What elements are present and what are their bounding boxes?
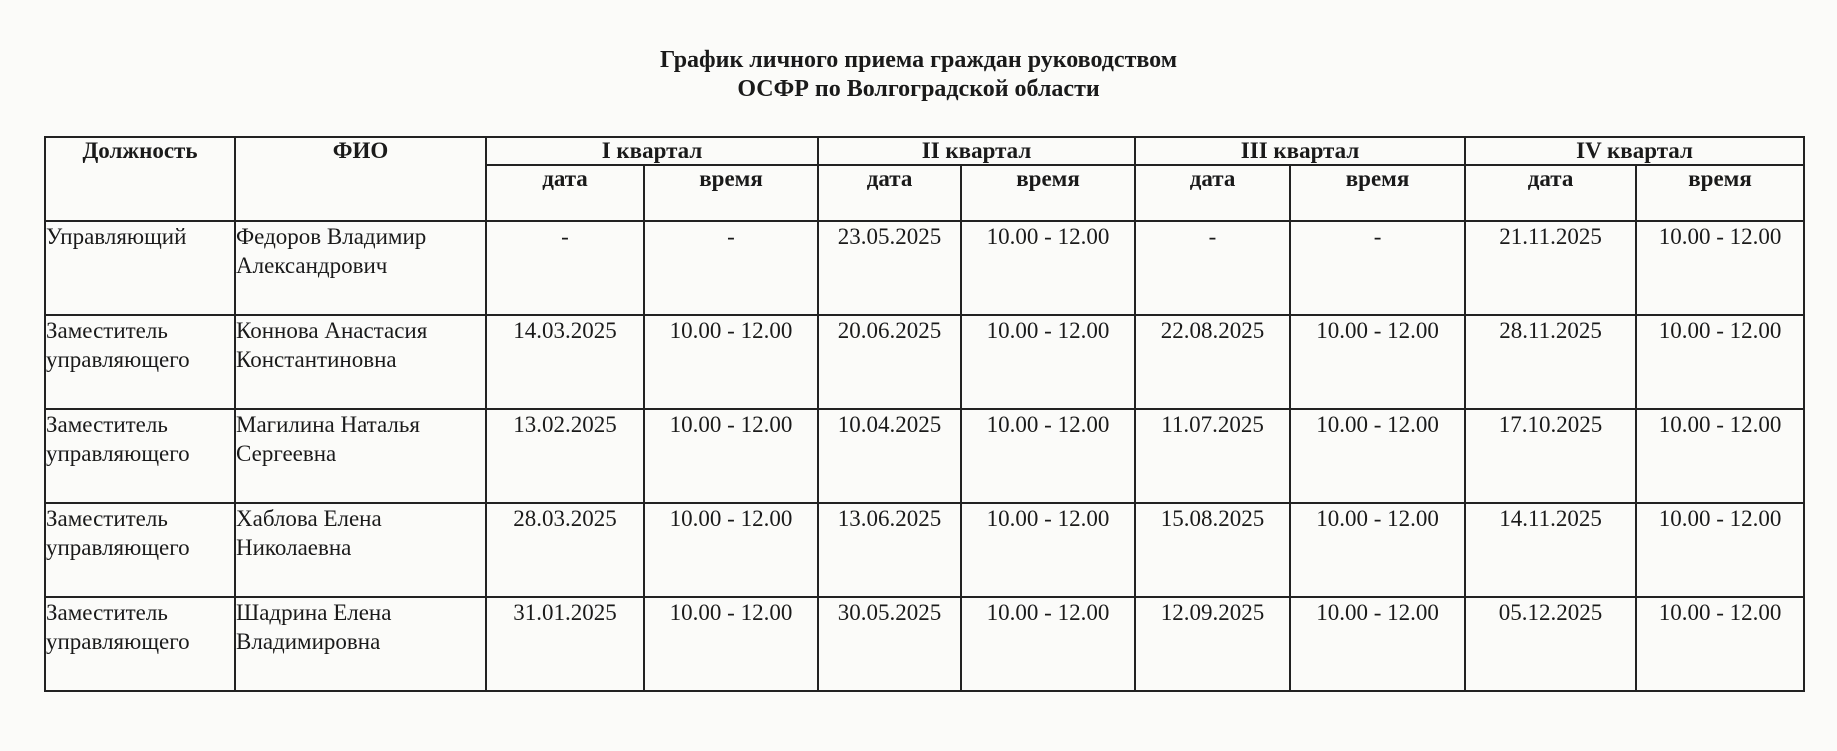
q3-time-cell: 10.00 - 12.00 — [1290, 409, 1465, 503]
q3-time-cell: 10.00 - 12.00 — [1290, 503, 1465, 597]
position-cell: Заместитель управляющего — [45, 597, 235, 691]
fio-line-2: Николаевна — [236, 535, 352, 560]
table-row — [45, 221, 1804, 315]
q1-date-cell: 14.03.2025 — [486, 315, 644, 409]
q3-time-cell: - — [1290, 221, 1465, 315]
fio-cell — [235, 597, 486, 691]
q4-date-cell: 17.10.2025 — [1465, 409, 1636, 503]
position-cell: Заместитель управляющего — [45, 409, 235, 503]
q2-time-cell: 10.00 - 12.00 — [961, 315, 1135, 409]
fio-cell — [235, 503, 486, 597]
header-q2-time: время — [961, 165, 1135, 221]
fio-line-1: Шадрина Елена — [236, 600, 392, 625]
table-row — [45, 597, 1804, 691]
title-line-2: ОСФР по Волгоградской области — [737, 76, 1100, 102]
fio-cell — [235, 221, 486, 315]
header-q1-date: дата — [486, 165, 644, 221]
position-cell: Заместитель управляющего — [45, 503, 235, 597]
header-q1-time: время — [644, 165, 818, 221]
reception-schedule-table — [44, 136, 1805, 692]
q1-time-cell: 10.00 - 12.00 — [644, 503, 818, 597]
q1-time-cell: - — [644, 221, 818, 315]
q1-date-cell: 13.02.2025 — [486, 409, 644, 503]
q3-date-cell: 12.09.2025 — [1135, 597, 1290, 691]
header-quarter-3: III квартал — [1135, 137, 1465, 165]
q4-time-cell: 10.00 - 12.00 — [1636, 315, 1804, 409]
q1-date-cell: - — [486, 221, 644, 315]
q2-time-cell: 10.00 - 12.00 — [961, 503, 1135, 597]
document-title — [0, 46, 1837, 104]
header-row-quarters — [45, 137, 1804, 165]
header-quarter-4: IV квартал — [1465, 137, 1804, 165]
q2-date-cell: 23.05.2025 — [818, 221, 961, 315]
q4-date-cell: 14.11.2025 — [1465, 503, 1636, 597]
q1-time-cell: 10.00 - 12.00 — [644, 409, 818, 503]
fio-line-1: Коннова Анастасия — [236, 318, 428, 343]
position-cell: Управляющий — [45, 221, 235, 315]
fio-line-2: Константиновна — [236, 347, 397, 372]
fio-line-1: Хаблова Елена — [236, 506, 382, 531]
q3-time-cell: 10.00 - 12.00 — [1290, 597, 1465, 691]
table-row — [45, 315, 1804, 409]
position-cell: Заместитель управляющего — [45, 315, 235, 409]
q4-time-cell: 10.00 - 12.00 — [1636, 503, 1804, 597]
q4-time-cell: 10.00 - 12.00 — [1636, 597, 1804, 691]
q3-date-cell: - — [1135, 221, 1290, 315]
q1-time-cell: 10.00 - 12.00 — [644, 597, 818, 691]
header-q4-date: дата — [1465, 165, 1636, 221]
fio-line-2: Владимировна — [236, 629, 381, 654]
fio-line-1: Магилина Наталья — [236, 412, 420, 437]
q2-date-cell: 10.04.2025 — [818, 409, 961, 503]
q2-date-cell: 13.06.2025 — [818, 503, 961, 597]
fio-line-2: Сергеевна — [236, 441, 337, 466]
header-q3-date: дата — [1135, 165, 1290, 221]
title-line-1: График личного приема граждан руководством — [659, 47, 1178, 73]
header-quarter-2: II квартал — [818, 137, 1135, 165]
fio-line-2: Александрович — [236, 253, 388, 278]
header-q4-time: время — [1636, 165, 1804, 221]
q4-time-cell: 10.00 - 12.00 — [1636, 221, 1804, 315]
header-q2-date: дата — [818, 165, 961, 221]
header-fio: ФИО — [235, 137, 486, 221]
q1-date-cell: 28.03.2025 — [486, 503, 644, 597]
q4-date-cell: 21.11.2025 — [1465, 221, 1636, 315]
q4-date-cell: 28.11.2025 — [1465, 315, 1636, 409]
q2-date-cell: 20.06.2025 — [818, 315, 961, 409]
table-row — [45, 409, 1804, 503]
q3-date-cell: 11.07.2025 — [1135, 409, 1290, 503]
header-quarter-1: I квартал — [486, 137, 818, 165]
q2-date-cell: 30.05.2025 — [818, 597, 961, 691]
q2-time-cell: 10.00 - 12.00 — [961, 221, 1135, 315]
fio-line-1: Федоров Владимир — [236, 224, 427, 249]
fio-cell — [235, 315, 486, 409]
q2-time-cell: 10.00 - 12.00 — [961, 409, 1135, 503]
fio-cell — [235, 409, 486, 503]
q1-time-cell: 10.00 - 12.00 — [644, 315, 818, 409]
q3-time-cell: 10.00 - 12.00 — [1290, 315, 1465, 409]
q2-time-cell: 10.00 - 12.00 — [961, 597, 1135, 691]
q3-date-cell: 22.08.2025 — [1135, 315, 1290, 409]
header-position: Должность — [45, 137, 235, 221]
q1-date-cell: 31.01.2025 — [486, 597, 644, 691]
q3-date-cell: 15.08.2025 — [1135, 503, 1290, 597]
q4-date-cell: 05.12.2025 — [1465, 597, 1636, 691]
q4-time-cell: 10.00 - 12.00 — [1636, 409, 1804, 503]
header-q3-time: время — [1290, 165, 1465, 221]
table-row — [45, 503, 1804, 597]
